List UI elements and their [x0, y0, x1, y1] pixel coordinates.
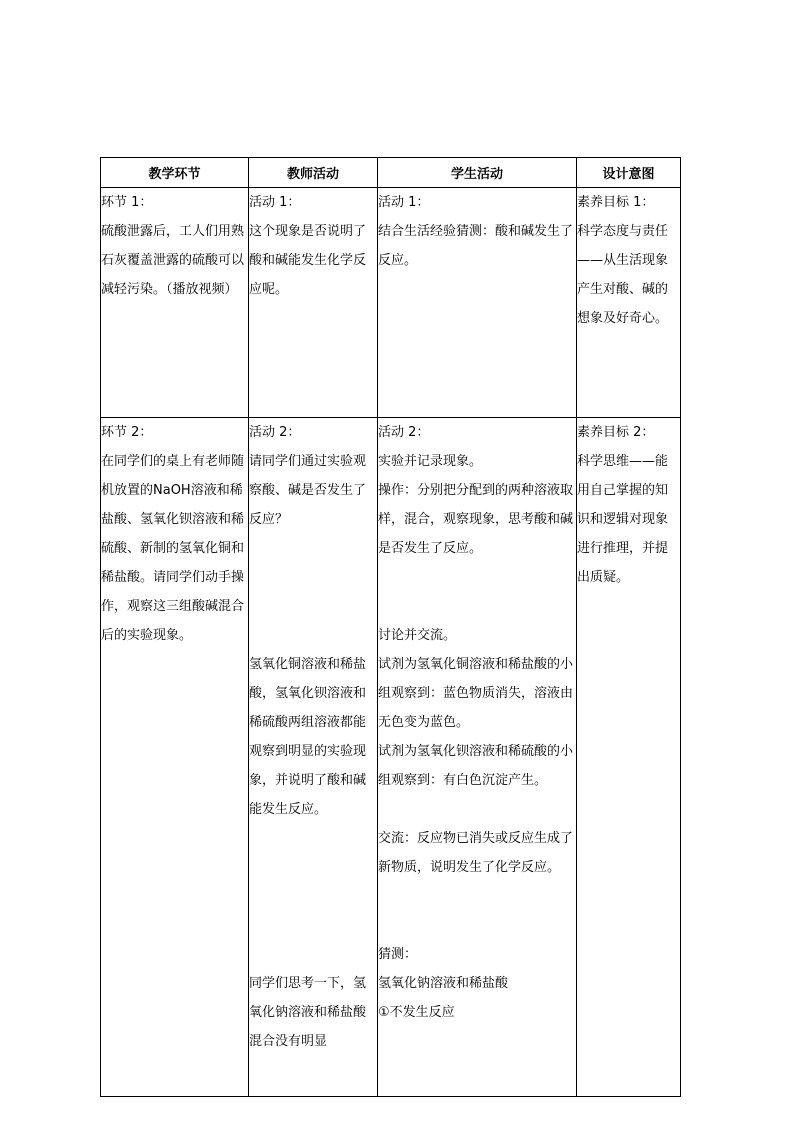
row2-teacher-text1: 请同学们通过实验观察酸、碱是否发生了反应？ [249, 454, 367, 527]
row2-segment-title: 环节 2： [101, 425, 153, 440]
spacer [378, 563, 576, 621]
row1-student-title: 活动 1： [378, 195, 430, 210]
row2-student-record: 实验并记录现象。 [378, 454, 483, 469]
row2-student-discuss: 讨论并交流。 [378, 628, 457, 643]
row1-student-text: 结合生活经验猜测：酸和碱发生了反应。 [378, 224, 574, 268]
lesson-plan-table [100, 157, 681, 1097]
row2-teacher-title: 活动 2： [249, 425, 301, 440]
row2-intent-cell [577, 418, 681, 1097]
row2-teacher-text3: 同学们思考一下，氢氧化钠溶液和稀盐酸混合没有明显 [249, 976, 367, 1049]
row1-teacher-text: 这个现象是否说明了酸和碱能发生化学反应呢。 [249, 224, 367, 297]
row1-intent-text: 科学态度与责任——从生活现象产生对酸、碱的想象及好奇心。 [577, 224, 669, 326]
row1-segment-text: 硫酸泄露后，工人们用熟石灰覆盖泄露的硫酸可以减轻污染。（播放视频） [101, 224, 245, 297]
row1-intent-title: 素养目标 1： [577, 195, 655, 210]
row2-segment-text: 在同学们的桌上有老师随机放置的NaOH溶液和稀盐酸、氢氧化钡溶液和稀硫酸、新制的氢氧化铜和稀盐酸。请同学们动手操作，观察这三组酸碱混合后的实验现象。 [101, 454, 245, 643]
row1-teacher-cell [249, 188, 378, 418]
row2-teacher-text2: 氢氧化铜溶液和稀盐酸，氢氧化钡溶液和稀硫酸两组溶液都能观察到明显的实验现象，并说明了酸和碱能发生反应。 [249, 657, 367, 817]
header-teacher-activity: 教师活动 [249, 158, 378, 188]
row2-student-exchange: 交流：反应物已消失或反应生成了新物质，说明发生了化学反应。 [378, 831, 574, 875]
spacer [378, 795, 576, 824]
table-row-2 [101, 418, 681, 1097]
row2-student-guess-subject: 氢氧化钠溶液和稀盐酸 [378, 976, 509, 991]
row2-student-title: 活动 2： [378, 425, 430, 440]
row2-student-guess-title: 猜测： [378, 947, 418, 962]
row1-segment-title: 环节 1： [101, 195, 153, 210]
row2-student-obs1: 试剂为氢氧化铜溶液和稀盐酸的小组观察到：蓝色物质消失，溶液由无色变为蓝色。 [378, 657, 574, 730]
table-row-1 [101, 188, 681, 418]
header-design-intent: 设计意图 [577, 158, 681, 188]
row2-student-cell [378, 418, 577, 1097]
row1-teacher-title: 活动 1： [249, 195, 301, 210]
header-segment: 教学环节 [101, 158, 249, 188]
row1-segment-cell [101, 188, 249, 418]
row1-intent-cell [577, 188, 681, 418]
row2-student-operation: 操作：分别把分配到的两种溶液取样，混合，观察现象，思考酸和碱是否发生了反应。 [378, 483, 574, 556]
spacer [378, 882, 576, 940]
header-student-activity: 学生活动 [378, 158, 577, 188]
row2-intent-text: 科学思维——能用自己掌握的知识和逻辑对现象进行推理，并提出质疑。 [577, 454, 669, 585]
row2-intent-title: 素养目标 2： [577, 425, 655, 440]
row2-teacher-cell [249, 418, 378, 1097]
header-row [101, 158, 681, 188]
row2-student-guess-1: ①不发生反应 [378, 1005, 455, 1020]
row2-student-obs2: 试剂为氢氧化钡溶液和稀硫酸的小组观察到：有白色沉淀产生。 [378, 744, 574, 788]
spacer [249, 534, 377, 650]
row2-segment-cell [101, 418, 249, 1097]
spacer [249, 824, 377, 969]
row1-student-cell [378, 188, 577, 418]
